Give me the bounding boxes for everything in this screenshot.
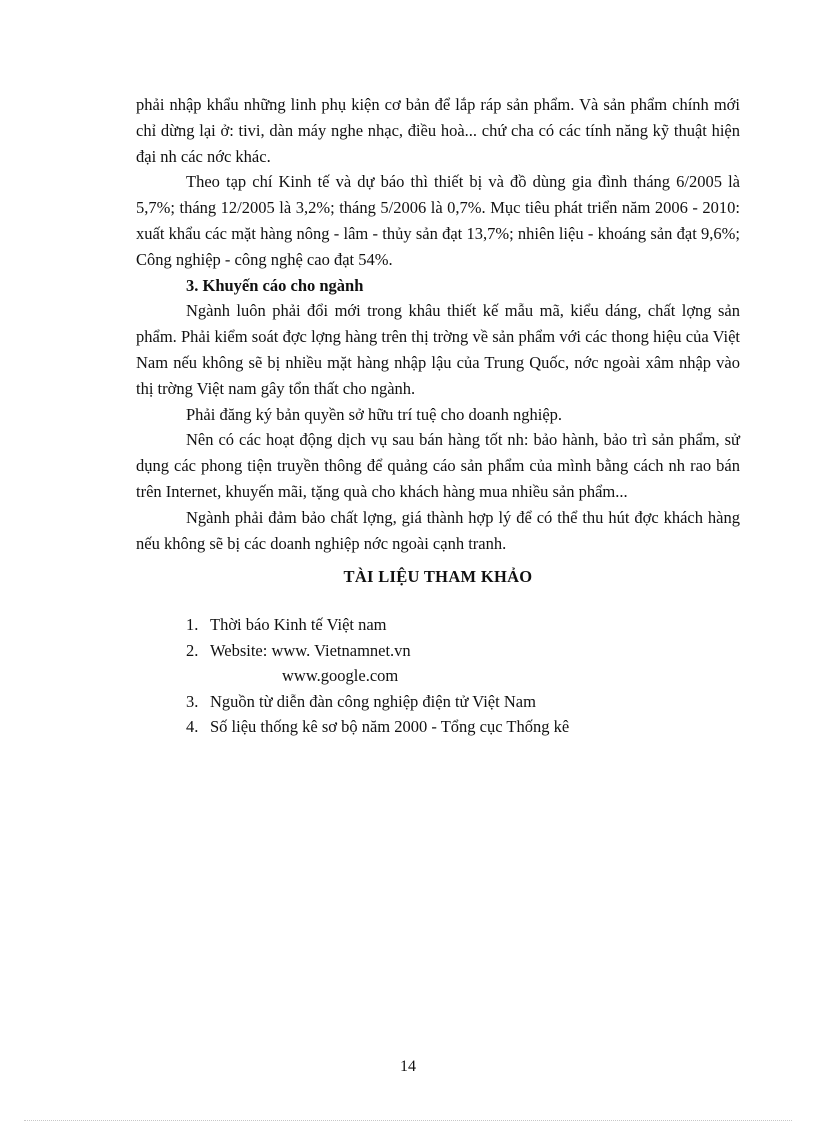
paragraph-quality: Ngành phải đảm bảo chất lợng, giá thành hợp lý để có thể thu hút đợc khách hàng nếu không sẽ bị các doanh nghiệp nớc ngoài cạnh tranh.	[136, 507, 740, 553]
references-list	[136, 612, 740, 740]
reference-text: Nguồn từ diễn đàn công nghiệp điện tử Việt Nam	[210, 691, 536, 711]
references-title: TÀI LIỆU THAM KHẢO	[343, 567, 533, 587]
paragraph-after-sales: Nên có các hoạt động dịch vụ sau bán hàng tốt nh: bảo hành, bảo trì sản phẩm, sử dụng các phong tiện truyền thông để quảng cáo sản phẩm của mình bằng cách nh rao bán trên Internet, khuyến mãi, tặng quà cho khách hàng mua nhiều sản phẩm...	[136, 430, 740, 501]
reference-text: Số liệu thống kê sơ bộ năm 2000 - Tổng cục Thống kê	[210, 717, 570, 737]
reference-number: 1.	[186, 615, 199, 635]
reference-text: Website: www. Vietnamnet.vn	[210, 640, 411, 660]
paragraph-innovation: Ngành luôn phải đổi mới trong khâu thiết kế mẫu mã, kiểu dáng, chất lợng sản phẩm. Phải kiểm soát đợc lợng hàng trên thị trờng về sản phẩm với các thong hiệu của Việt Nam nếu không sẽ bị nhiều mặt hàng nhập lậu của Trung Quốc, nớc ngoài xâm nhập vào thị trờng Việt nam gây tổn thất cho ngành.	[136, 301, 740, 398]
reference-item	[136, 638, 740, 689]
reference-item	[136, 689, 740, 715]
paragraph-market-data: Theo tạp chí Kinh tế và dự báo thì thiết bị và đồ dùng gia đình tháng 6/2005 là 5,7%; tháng 12/2005 là 3,2%; tháng 5/2006 là 0,7%. Mục tiêu phát triển năm 2006 - 2010: xuất khẩu các mặt hàng nông - lâm - thủy sản đạt 13,7%; nhiên liệu - khoáng sản đạt 9,6%; Công nghiệp - công nghệ cao đạt 54%.	[136, 172, 740, 269]
section-heading-recommendations: 3. Khuyến cáo cho ngành	[186, 275, 364, 295]
reference-number: 2.	[186, 640, 199, 660]
page-bottom-divider	[24, 1120, 792, 1121]
reference-number: 3.	[186, 691, 199, 711]
reference-number: 4.	[186, 717, 199, 737]
paragraph-ip-registration: Phải đăng ký bản quyền sở hữu trí tuệ cho doanh nghiệp.	[186, 404, 563, 424]
reference-text-continued: www.google.com	[282, 666, 399, 686]
paragraph-continued: phải nhập khẩu những linh phụ kiện cơ bản để lắp ráp sản phẩm. Và sản phẩm chính mới chỉ dừng lại ở: tivi, dàn máy nghe nhạc, điều hoà... chứ cha có các tính năng kỹ thuật hiện đại nh các nớc khác.	[136, 95, 740, 166]
reference-item	[136, 714, 740, 740]
reference-item	[136, 612, 740, 638]
page-number: 14	[400, 1058, 416, 1075]
body-text	[136, 92, 740, 740]
reference-text: Thời báo Kinh tế Việt nam	[210, 615, 387, 635]
